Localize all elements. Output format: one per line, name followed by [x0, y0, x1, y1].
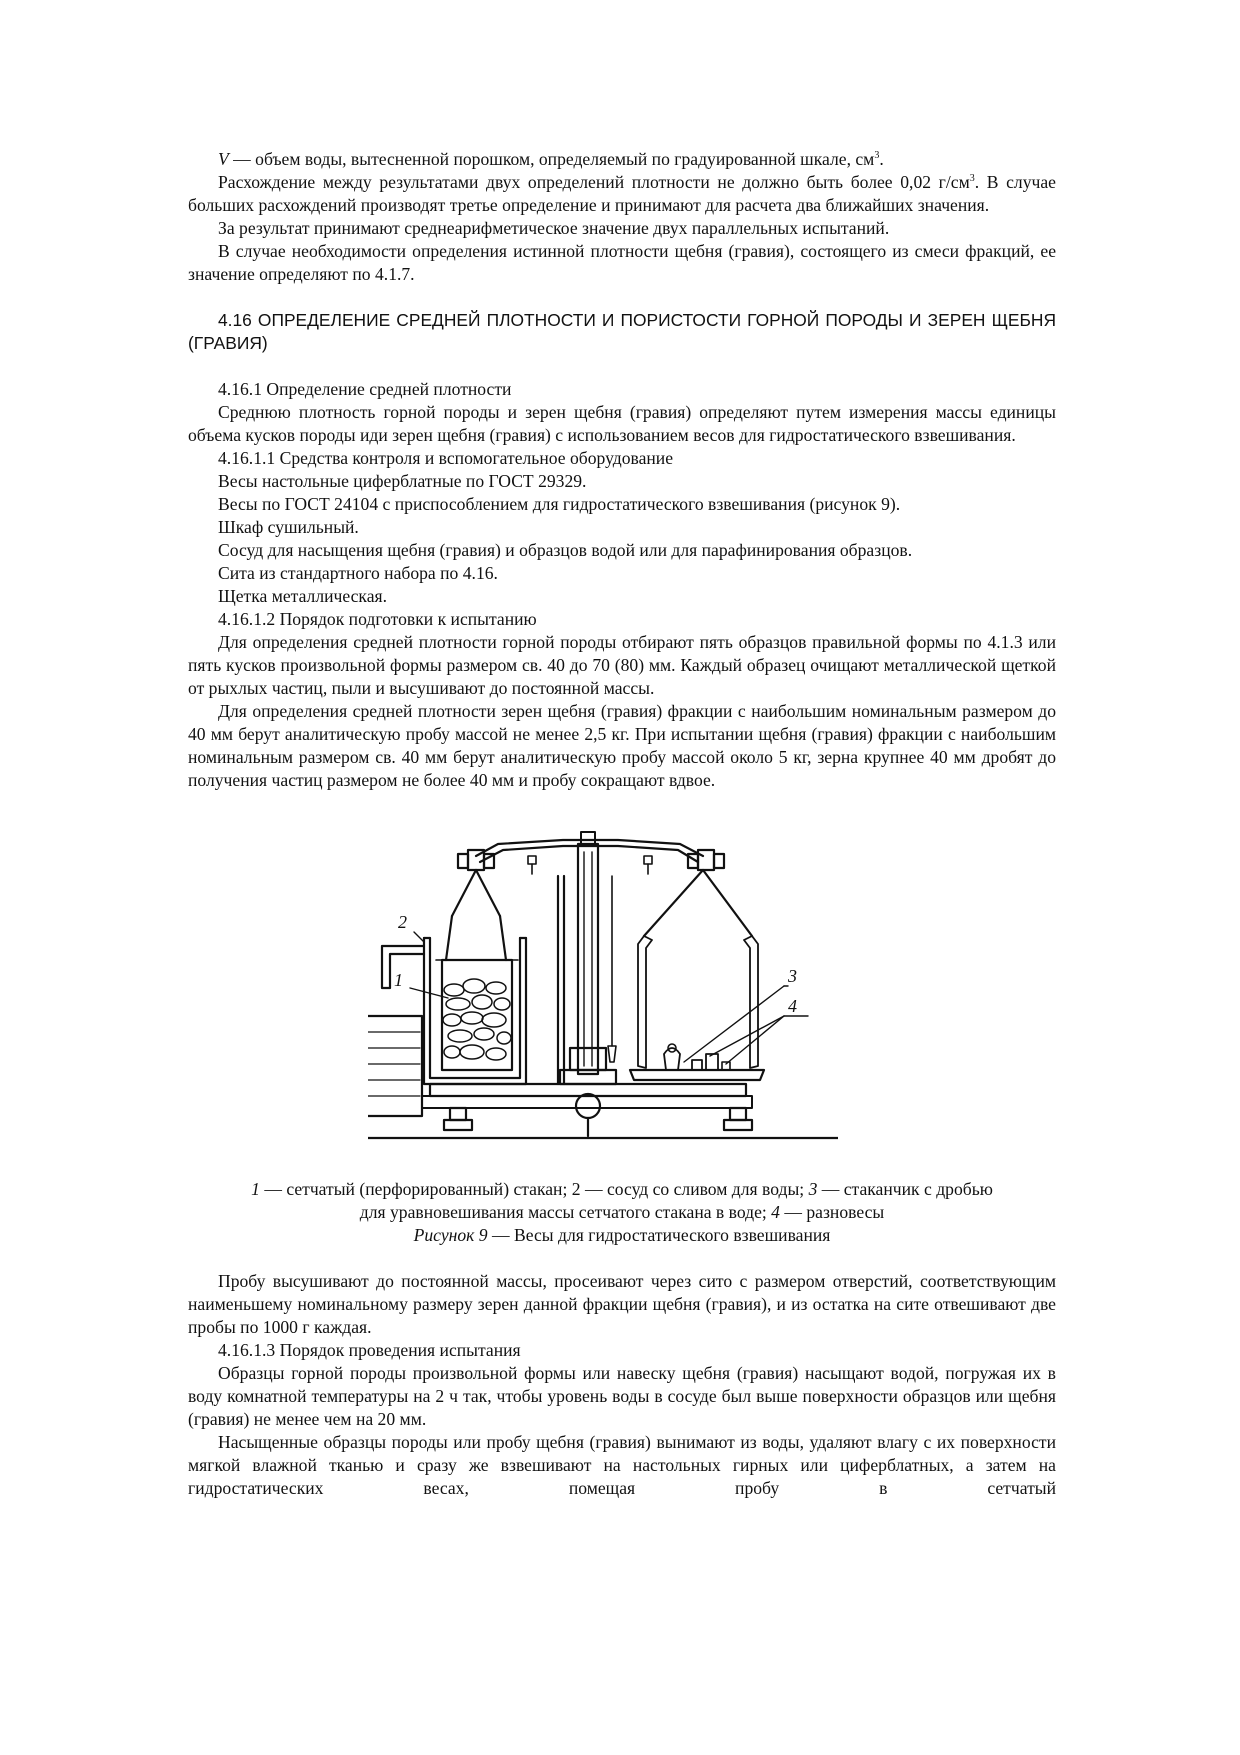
- paragraph-weighing: Насыщенные образцы породы или пробу щебня (гравия) вынимают из воды, удаляют влагу с их поверхности мягкой влажной тканью и сразу же взвешивают на настольных гирных или циферблатных, а затем на гидростатических весах, помещая пробу в сетчатый: [188, 1432, 1056, 1498]
- figure-label-1: 1: [394, 970, 403, 990]
- subsection-4-16-1-1: 4.16.1.1 Средства контроля и вспомогательное оборудование: [218, 448, 674, 468]
- subsection-4-16-1-3: 4.16.1.3 Порядок проведения испытания: [218, 1340, 521, 1360]
- section-title: 4.16 ОПРЕДЕЛЕНИЕ СРЕДНЕЙ ПЛОТНОСТИ И ПОРИСТОСТИ ГОРНОЙ ПОРОДЫ И ЗЕРЕН ЩЕБНЯ (ГРАВИЯ): [188, 310, 1056, 353]
- equipment-item: Весы настольные циферблатные по ГОСТ 29329.: [218, 471, 587, 491]
- paragraph-method: Среднюю плотность горной породы и зерен щебня (гравия) определяют путем измерения массы единицы объема кусков породы иди зерен щебня (гравия) с использованием весов для гидростатического взвешивания.: [188, 402, 1056, 445]
- figure-title: Рисунок 9 — Весы для гидростатического взвешивания: [413, 1225, 831, 1245]
- document-page: [188, 148, 1056, 1500]
- paragraph-fractions: Для определения средней плотности зерен щебня (гравия) фракции с наибольшим номинальным размером до 40 мм берут аналитическую пробу массой не менее 2,5 кг. При испытании щебня (гравия) фракции с наибольшим номинальным размером св. 40 мм берут аналитическую пробу массой около 5 кг, зерна крупнее 40 мм дробят до получения частиц размером не более 40 мм и пробу сокращают вдвое.: [188, 701, 1056, 790]
- paragraph-saturation: Образцы горной породы произвольной формы или навеску щебня (гравия) насыщают водой, погружая их в воду комнатной температуры на 2 ч так, чтобы уровень воды в сосуде был выше поверхности образцов или щебня (гравия) не менее чем на 20 мм.: [188, 1363, 1056, 1429]
- subsection-4-16-1-2: 4.16.1.2 Порядок подготовки к испытанию: [218, 609, 537, 629]
- paragraph-result: За результат принимают среднеарифметическое значение двух параллельных испытаний.: [218, 218, 890, 238]
- paragraph-volume-definition: V — объем воды, вытесненной порошком, определяемый по градуированной шкале, $см^3$.: [218, 149, 884, 169]
- figure-label-4: 4: [788, 996, 797, 1016]
- figure-label-2: 2: [398, 912, 407, 932]
- hydrostatic-balance-drawing: [368, 816, 838, 1176]
- figure-legend: 1 — сетчатый (перфорированный) стакан; 2 — сосуд со сливом для воды; 3 — стаканчик с дробью для уравновешивания массы сетчатого стакана в воде; 4 — разновесы: [251, 1179, 993, 1222]
- figure-label-3: 3: [788, 966, 797, 986]
- equipment-item: Весы по ГОСТ 24104 с приспособлением для гидростатического взвешивания (рисунок 9).: [218, 494, 901, 514]
- subsection-4-16-1: 4.16.1 Определение средней плотности: [218, 379, 512, 399]
- equipment-item: Шкаф сушильный.: [218, 517, 359, 537]
- paragraph-discrepancy: Расхождение между результатами двух определений плотности не должно быть более 0,02 $г/см^3$. В случае больших расхождений производят третье определение и принимают для расчета два ближайших значения.: [188, 172, 1056, 215]
- var-v: V: [218, 149, 229, 169]
- paragraph-samples: Для определения средней плотности горной породы отбирают пять образцов правильной формы по 4.1.3 или пять кусков произвольной формы размером св. 40 до 70 (80) мм. Каждый образец очищают металлической щеткой от рыхлых частиц, пыли и высушивают до постоянной массы.: [188, 632, 1056, 698]
- paragraph-drying: Пробу высушивают до постоянной массы, просеивают через сито с размером отверстий, соответствующим наименьшему номинальному размеру зерен данной фракции щебня (гравия), и из остатка на сите отвешивают две пробы по 1000 г каждая.: [188, 1271, 1056, 1337]
- figure-caption: [188, 1178, 1056, 1247]
- paragraph-mixture: В случае необходимости определения истинной плотности щебня (гравия), состоящего из смеси фракций, ее значение определяют по 4.1.7.: [188, 241, 1056, 284]
- equipment-item: Щетка металлическая.: [218, 586, 388, 606]
- figure-9: [188, 816, 1056, 1176]
- equipment-item: Сосуд для насыщения щебня (гравия) и образцов водой или для парафинирования образцов.: [218, 540, 913, 560]
- equipment-item: Сита из стандартного набора по 4.16.: [218, 563, 498, 583]
